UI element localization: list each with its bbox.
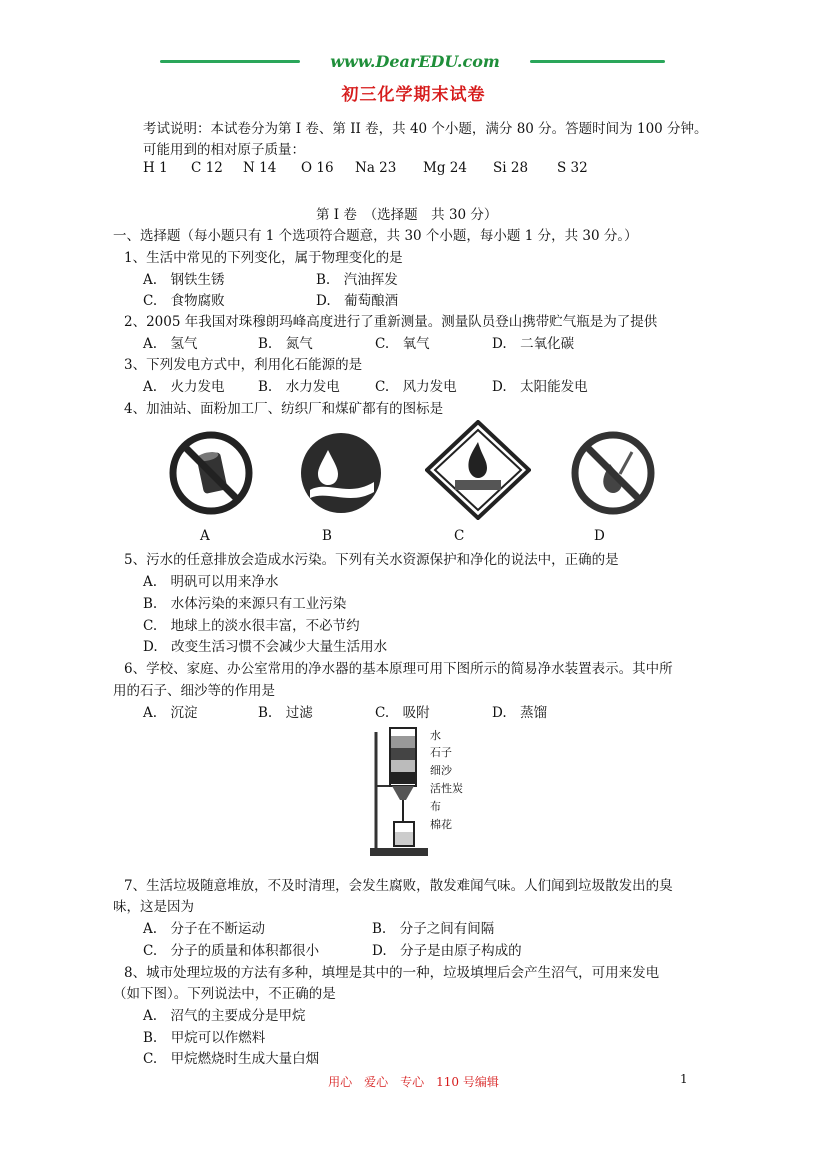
apparatus-label-stones: 石子: [430, 746, 452, 759]
q3-option-c[interactable]: C. 风力发电: [375, 379, 457, 395]
mass-item: S 32: [557, 160, 588, 176]
question-8-stem-line2: （如下图）。下列说法中，不正确的是: [113, 986, 336, 1002]
q8-option-c[interactable]: C. 甲烷燃烧时生成大量白烟: [143, 1051, 320, 1067]
q1-option-d[interactable]: D. 葡萄酿酒: [316, 293, 399, 309]
q5-option-c[interactable]: C. 地球上的淡水很丰富，不必节约: [143, 618, 360, 634]
q8-option-b[interactable]: B. 甲烷可以作燃料: [143, 1030, 266, 1046]
mass-item: C 12: [191, 160, 223, 176]
section-heading: 第 I 卷 （选择题 共 30 分）: [316, 207, 498, 223]
footer-text: 用心 爱心 专心 110 号编辑: [328, 1075, 499, 1089]
header-left-rule: [160, 60, 300, 63]
flammable-hazard-sign-icon[interactable]: [425, 420, 531, 520]
q5-option-a[interactable]: A. 明矾可以用来净水: [143, 574, 279, 590]
page-title: 初三化学期末试卷: [341, 85, 486, 105]
apparatus-label-cotton: 棉花: [430, 818, 452, 831]
q3-option-b[interactable]: B. 水力发电: [258, 379, 340, 395]
apparatus-label-activated-carbon: 活性炭: [430, 782, 463, 795]
q2-option-b[interactable]: B. 氮气: [258, 336, 313, 352]
mass-item: Si 28: [493, 160, 529, 176]
page-number: 1: [680, 1072, 688, 1086]
apparatus-label-fine-sand: 细沙: [430, 764, 452, 777]
header-right-rule: [530, 60, 665, 63]
q6-option-b[interactable]: B. 过滤: [258, 705, 313, 721]
site-name[interactable]: www.DearEDU.com: [330, 52, 500, 71]
apparatus-label-cloth: 布: [430, 800, 441, 813]
q6-option-d[interactable]: D. 蒸馏: [492, 705, 548, 721]
mass-item: Mg 24: [423, 160, 467, 176]
q8-option-a[interactable]: A. 沼气的主要成分是甲烷: [143, 1008, 306, 1024]
q2-option-d[interactable]: D. 二氧化碳: [492, 336, 575, 352]
q5-option-b[interactable]: B. 水体污染的来源只有工业污染: [143, 596, 347, 612]
q5-option-d[interactable]: D. 改变生活习惯不会减少大量生活用水: [143, 639, 388, 655]
q2-option-c[interactable]: C. 氧气: [375, 336, 430, 352]
exam-instructions: 考试说明：本试卷分为第 I 卷、第 II 卷，共 40 个小题，满分 80 分。答题时间为 100 分钟。: [143, 121, 708, 137]
q3-option-a[interactable]: A. 火力发电: [143, 379, 225, 395]
question-7-stem-line1: 7、生活垃圾随意堆放，不及时清理，会发生腐败，散发难闻气味。人们闻到垃圾散发出的臭: [124, 878, 673, 894]
q7-option-b[interactable]: B. 分子之间有间隔: [372, 921, 495, 937]
no-littering-sign-icon[interactable]: [168, 430, 254, 516]
q3-option-d[interactable]: D. 太阳能发电: [492, 379, 588, 395]
q1-option-a[interactable]: A. 钢铁生锈: [143, 272, 225, 288]
mass-item: Na 23: [355, 160, 397, 176]
q6-option-a[interactable]: A. 沉淀: [143, 705, 198, 721]
q4-option-a-label[interactable]: A: [200, 528, 210, 544]
question-1-stem: 1、生活中常见的下列变化，属于物理变化的是: [124, 250, 403, 266]
q4-option-d-label[interactable]: D: [594, 528, 605, 544]
question-8-stem-line1: 8、城市处理垃圾的方法有多种，填埋是其中的一种，垃圾填埋后会产生沼气，可用来发电: [124, 965, 660, 981]
q2-option-a[interactable]: A. 氢气: [143, 336, 198, 352]
no-open-flame-sign-icon[interactable]: [570, 430, 656, 516]
question-3-stem: 3、下列发电方式中，利用化石能源的是: [124, 357, 363, 373]
q1-option-b[interactable]: B. 汽油挥发: [316, 272, 398, 288]
q1-option-c[interactable]: C. 食物腐败: [143, 293, 225, 309]
water-drop-sign-icon[interactable]: [298, 430, 384, 516]
atomic-mass-label: 可能用到的相对原子质量：: [143, 142, 305, 158]
water-filter-apparatus-diagram: [366, 724, 430, 860]
mass-item: N 14: [243, 160, 277, 176]
q7-option-a[interactable]: A. 分子在不断运动: [143, 921, 266, 937]
mass-item: H 1: [143, 160, 168, 176]
question-6-stem-line2: 用的石子、细沙等的作用是: [113, 683, 275, 699]
q7-option-c[interactable]: C. 分子的质量和体积都很小: [143, 943, 320, 959]
mass-item: O 16: [301, 160, 334, 176]
q6-option-c[interactable]: C. 吸附: [375, 705, 430, 721]
q7-option-d[interactable]: D. 分子是由原子构成的: [372, 943, 522, 959]
question-7-stem-line2: 味，这是因为: [113, 899, 194, 915]
part-heading: 一、选择题（每小题只有 1 个选项符合题意，共 30 个小题，每小题 1 分，共 30 分。）: [113, 228, 638, 244]
q4-option-b-label[interactable]: B: [322, 528, 332, 544]
question-6-stem-line1: 6、学校、家庭、办公室常用的净水器的基本原理可用下图所示的简易净水装置表示。其中所: [124, 661, 673, 677]
question-5-stem: 5、污水的任意排放会造成水污染。下列有关水资源保护和净化的说法中，正确的是: [124, 552, 619, 568]
q4-option-c-label[interactable]: C: [454, 528, 465, 544]
question-2-stem: 2、2005 年我国对珠穆朗玛峰高度进行了重新测量。测量队员登山携带贮气瓶是为了提供: [124, 314, 658, 330]
apparatus-label-water: 水: [430, 729, 441, 742]
question-4-stem: 4、加油站、面粉加工厂、纺织厂和煤矿都有的图标是: [124, 401, 444, 417]
